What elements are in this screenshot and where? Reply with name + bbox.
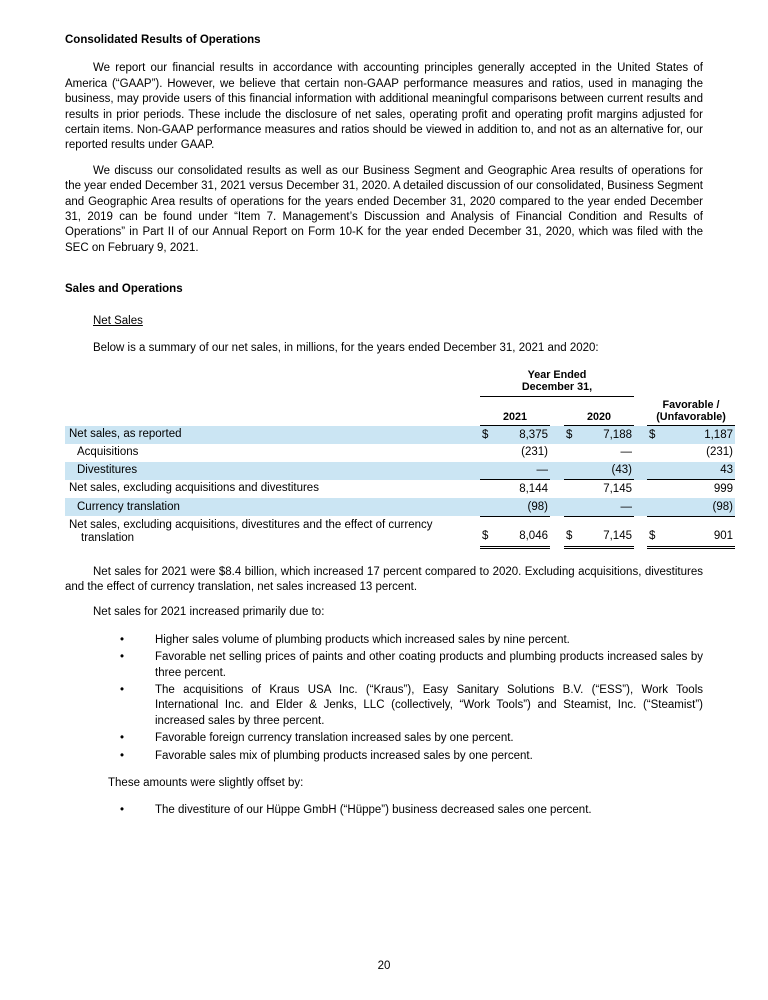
header-spacer	[65, 367, 480, 397]
row-label: Currency translation	[65, 498, 480, 516]
bullet-list-increase	[65, 633, 703, 764]
header-spacer	[634, 367, 647, 397]
currency-symbol: $	[647, 426, 667, 444]
list-item	[65, 633, 703, 648]
header-favorable-line1: Favorable /	[662, 398, 720, 411]
currency-symbol: $	[480, 426, 498, 444]
list-item	[65, 749, 703, 764]
header-year-ended-line1: Year Ended	[527, 369, 587, 381]
column-gap	[550, 516, 564, 547]
header-spacer	[647, 367, 735, 397]
currency-symbol	[647, 462, 667, 480]
bullet-icon: •	[120, 651, 125, 664]
column-gap	[634, 516, 647, 547]
table-row-currency-translation	[65, 498, 735, 516]
list-item	[65, 683, 703, 729]
currency-symbol	[480, 462, 498, 480]
header-year-ended	[480, 367, 634, 397]
currency-symbol	[564, 480, 582, 498]
value-2020: —	[582, 498, 634, 516]
table-header-row-span	[65, 367, 735, 397]
currency-symbol	[564, 498, 582, 516]
value-2021: 8,144	[519, 482, 548, 495]
column-header-2021: 2021	[480, 396, 550, 426]
header-spacer	[634, 396, 647, 426]
section-heading-sales-operations: Sales and Operations	[65, 283, 183, 296]
column-header-2020: 2020	[564, 396, 634, 426]
column-gap	[550, 480, 564, 498]
header-year-ended-line2: December 31,	[521, 381, 593, 393]
table-row-acquisitions	[65, 444, 735, 462]
paragraph-gaap: We report our financial results in accordance with accounting principles generally accepted in the United States of America (“GAAP”). However, we believe that certain non-GAAP performance measures and ratios, used in managing the business, may provide users of this financial information with additional meaningful comparisons between current results and results in prior periods. These include the disclosure of net sales, operating profit and operating profit margins adjusted for certain items. Non-GAAP performance measures and ratios should be viewed in addition to, and not as an alternative for, our reported results under GAAP.	[65, 62, 703, 152]
column-gap	[634, 444, 647, 462]
value-2021: (231)	[521, 446, 548, 459]
value-favorable: (231)	[706, 446, 733, 459]
column-gap	[634, 480, 647, 498]
net-sales-table	[65, 367, 735, 549]
page-number: 20	[377, 960, 391, 972]
row-label: Divestitures	[65, 462, 480, 480]
value-favorable: 999	[713, 482, 733, 495]
value-favorable: 43	[667, 462, 735, 480]
table-row-total	[65, 516, 735, 547]
value-2021: —	[498, 462, 550, 480]
currency-symbol: $	[647, 516, 667, 547]
subheading-net-sales	[65, 314, 703, 329]
list-item-text: Higher sales volume of plumbing products which increased sales by nine percent.	[155, 633, 570, 646]
row-label: Net sales, as reported	[65, 426, 480, 444]
bullet-icon: •	[120, 732, 125, 745]
table-row-net-sales-reported	[65, 426, 735, 444]
column-gap	[550, 462, 564, 480]
table-header-row-columns	[65, 396, 735, 426]
currency-symbol	[647, 444, 667, 462]
table-row-net-sales-excluding	[65, 480, 735, 498]
currency-symbol	[480, 480, 498, 498]
paragraph-offset-intro: These amounts were slightly offset by:	[108, 777, 304, 790]
list-item	[65, 650, 703, 681]
currency-symbol	[647, 480, 667, 498]
column-gap	[634, 462, 647, 480]
list-item	[65, 803, 703, 818]
column-gap	[550, 426, 564, 444]
list-item	[65, 731, 703, 746]
list-item-text: Favorable sales mix of plumbing products increased sales by one percent.	[155, 749, 533, 762]
currency-symbol: $	[564, 516, 582, 547]
value-2020: 7,145	[582, 516, 634, 547]
value-2020: 7,188	[582, 426, 634, 444]
paragraph-discussion: We discuss our consolidated results as well as our Business Segment and Geographic Area results of operations for the year ended December 31, 2021 versus December 31, 2020. A detailed discussion of our consolidated, Business Segment and Geographic Area results of operations for the years ended December 31, 2020 compared to the year ended December 31, 2019 can be found under “Item 7. Management’s Discussion and Analysis of Financial Condition and Results of Operations” in Part II of our Annual Report on Form 10-K for the year ended December 31, 2020, which was filed with the SEC on February 9, 2021.	[65, 164, 704, 254]
list-item-text: Favorable net selling prices of paints and other coating products and plumbing products increased sales by three percent.	[155, 651, 703, 679]
currency-symbol: $	[480, 516, 498, 547]
table-row-divestitures	[65, 462, 735, 480]
currency-symbol	[564, 462, 582, 480]
bullet-icon: •	[120, 804, 125, 817]
column-gap	[550, 444, 564, 462]
header-spacer	[550, 396, 564, 426]
list-item-text: Favorable foreign currency translation increased sales by one percent.	[155, 732, 514, 745]
column-gap	[550, 498, 564, 516]
value-2020: —	[620, 446, 632, 459]
column-header-favorable	[647, 396, 735, 426]
column-gap	[634, 426, 647, 444]
value-favorable: 1,187	[667, 426, 735, 444]
currency-symbol	[564, 444, 582, 462]
header-spacer	[65, 396, 480, 426]
currency-symbol	[480, 444, 498, 462]
paragraph-net-sales-summary: Net sales for 2021 were $8.4 billion, which increased 17 percent compared to 2020. Excluding acquisitions, divestitures and the effect of currency translation, net sales increased 13 percent.	[65, 565, 703, 593]
currency-symbol	[647, 498, 667, 516]
paragraph-table-intro: Below is a summary of our net sales, in millions, for the years ended December 31, 2021 and 2020:	[93, 342, 599, 355]
header-favorable-line2: (Unfavorable)	[656, 410, 726, 423]
value-2021: 8,046	[498, 516, 550, 547]
value-2021: (98)	[498, 498, 550, 516]
row-label: Net sales, excluding acquisitions, divestitures and the effect of currency translation	[69, 518, 433, 544]
list-item-text: The acquisitions of Kraus USA Inc. (“Kraus”), Easy Sanitary Solutions B.V. (“ESS”), Work Tools International Inc. and Elder & Jenks, LLC (collectively, “Work Tools”) and Steamist, Inc. (“Steamist”) increased sales by three percent.	[155, 684, 703, 727]
currency-symbol: $	[564, 426, 582, 444]
value-favorable: (98)	[667, 498, 735, 516]
paragraph-increase-intro: Net sales for 2021 increased primarily due to:	[93, 606, 325, 619]
column-gap	[634, 498, 647, 516]
section-heading-consolidated-results: Consolidated Results of Operations	[65, 34, 261, 46]
currency-symbol	[480, 498, 498, 516]
list-item-text: The divestiture of our Hüppe GmbH (“Hüppe”) business decreased sales one percent.	[155, 804, 592, 817]
value-2021: 8,375	[498, 426, 550, 444]
row-label: Acquisitions	[77, 446, 139, 459]
bullet-icon: •	[120, 749, 125, 762]
row-label: Net sales, excluding acquisitions and divestitures	[69, 482, 319, 495]
value-2020: 7,145	[603, 482, 632, 495]
bullet-list-offset	[65, 803, 703, 818]
bullet-icon: •	[120, 684, 125, 697]
value-favorable: 901	[667, 516, 735, 547]
bullet-icon: •	[120, 633, 125, 646]
subheading-net-sales-text: Net Sales	[93, 314, 143, 327]
value-2020: (43)	[582, 462, 634, 480]
